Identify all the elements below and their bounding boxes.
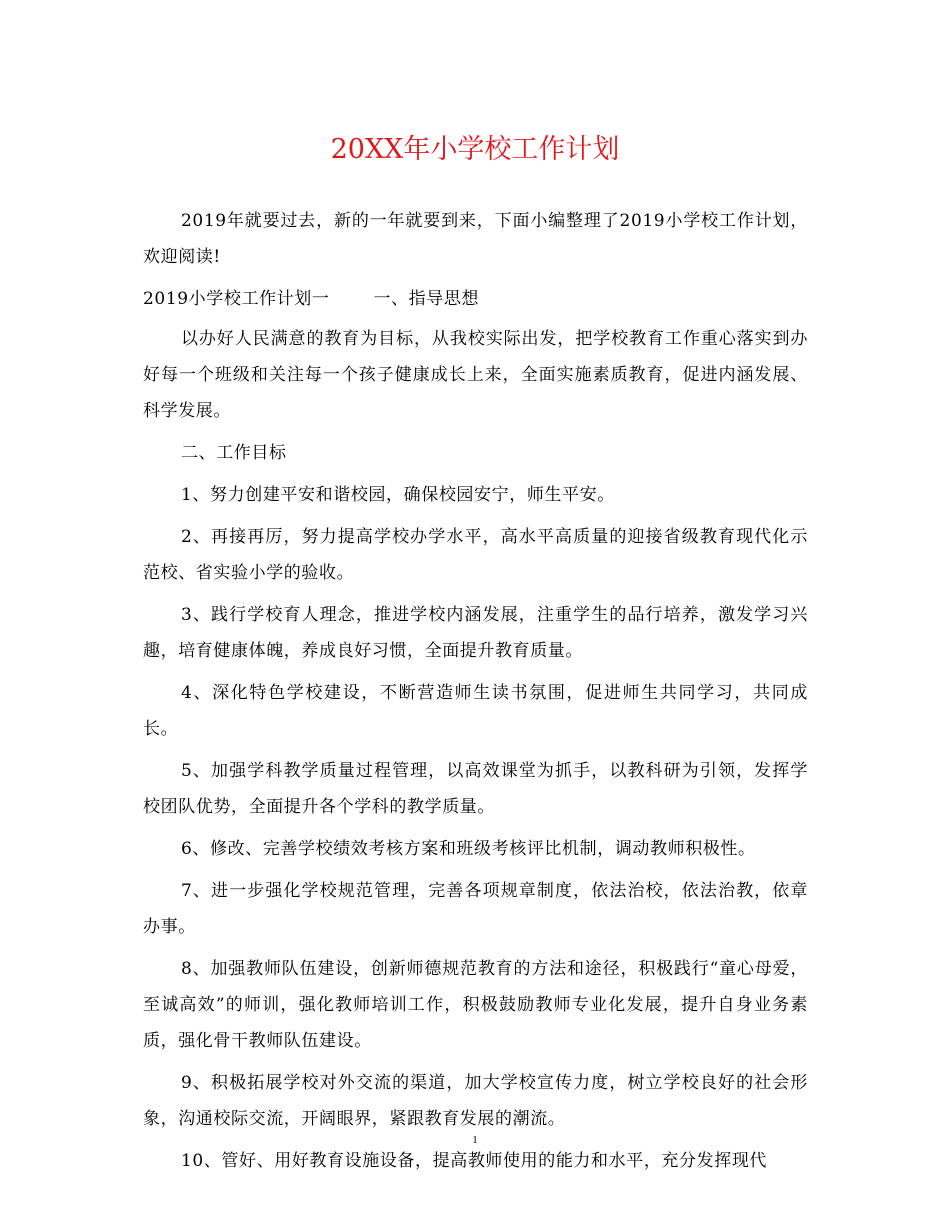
- goal-item-5: 5、加强学科教学质量过程管理，以高效课堂为抓手，以教科研为引领，发挥学校团队优势，全面提升各个学科的教学质量。: [143, 761, 808, 817]
- document-body: [143, 203, 808, 1179]
- guiding-paragraph: 以办好人民满意的教育为目标，从我校实际出发，把学校教育工作重心落实到办好每一个班级和关注每一个孩子健康成长上来，全面实施素质教育，促进内涵发展、科学发展。: [143, 329, 808, 421]
- goal-item-7: 7、进一步强化学校规范管理，完善各项规章制度，依法治校，依法治教，依章办事。: [143, 881, 808, 937]
- document-title: 20XX年小学校工作计划: [330, 134, 620, 165]
- intro-paragraph: 2019年就要过去，新的一年就要到来，下面小编整理了2019小学校工作计划，欢迎阅读!: [143, 211, 808, 267]
- goal-item-9: 9、积极拓展学校对外交流的渠道，加大学校宣传力度，树立学校良好的社会形象，沟通校际交流，开阔眼界，紧跟教育发展的潮流。: [143, 1073, 808, 1129]
- goal-item-6: 6、修改、完善学校绩效考核方案和班级考核评比机制，调动教师积极性。: [181, 839, 756, 859]
- section-heading-goals: 二、工作目标: [181, 443, 287, 463]
- page-number: 1: [472, 1134, 478, 1146]
- plan-title: 2019小学校工作计划一: [143, 289, 330, 309]
- goal-item-4: 4、深化特色学校建设，不断营造师生读书氛围，促进师生共同学习，共同成长。: [143, 683, 808, 739]
- goal-item-2: 2、再接再厉，努力提高学校办学水平，高水平高质量的迎接省级教育现代化示范校、省实验小学的验收。: [143, 527, 808, 583]
- plan-heading-row: [143, 281, 808, 317]
- section-heading-guiding: 一、指导思想: [373, 289, 480, 309]
- goal-item-1: 1、努力创建平安和谐校园，确保校园安宁，师生平安。: [181, 485, 615, 505]
- goal-item-3: 3、践行学校育人理念，推进学校内涵发展，注重学生的品行培养，激发学习兴趣，培育健康体魄，养成良好习惯，全面提升教育质量。: [143, 605, 808, 661]
- goal-item-10: 10、管好、用好教育设施设备，提高教师使用的能力和水平，充分发挥现代: [181, 1151, 768, 1171]
- goal-item-8: 8、加强教师队伍建设，创新师德规范教育的方法和途径，积极践行“童心母爱，至诚高效”的师训，强化教师培训工作，积极鼓励教师专业化发展，提升自身业务素质，强化骨干教师队伍建设。: [143, 959, 808, 1051]
